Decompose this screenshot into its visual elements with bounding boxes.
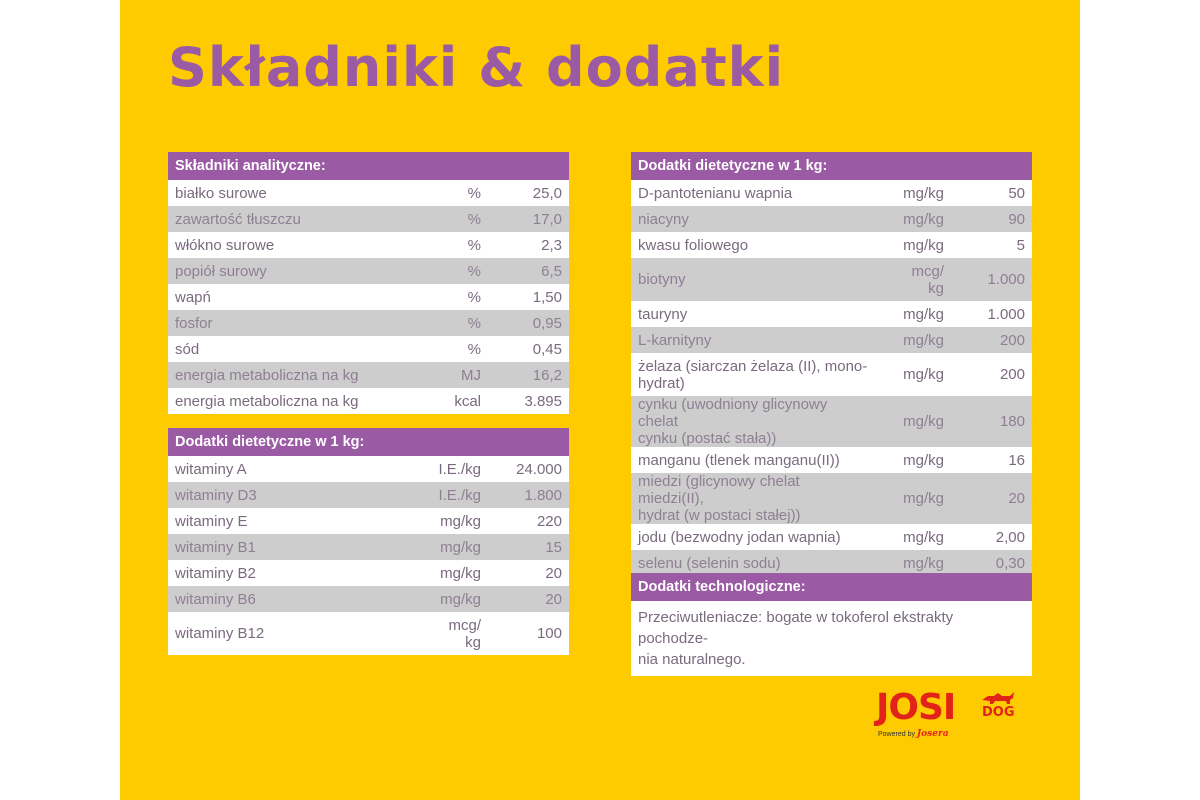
row-name: zawartość tłuszczu: [168, 206, 388, 232]
row-name: sód: [168, 336, 388, 362]
table-row: [631, 447, 1032, 473]
row-value: 15: [488, 534, 569, 560]
row-name: witaminy B2: [168, 560, 388, 586]
row-unit: mg/kg: [876, 550, 951, 576]
row-name: jodu (bezwodny jodan wapnia): [631, 524, 876, 550]
row-name: włókno surowe: [168, 232, 388, 258]
table-row: [168, 284, 569, 310]
row-name: biotyny: [631, 258, 876, 301]
row-unit: mg/kg: [876, 180, 951, 206]
row-name: witaminy A: [168, 456, 388, 482]
table-row: [631, 353, 1032, 396]
row-value: 20: [488, 560, 569, 586]
row-value: 5: [951, 232, 1032, 258]
row-unit: mg/kg: [388, 586, 488, 612]
row-value: 20: [488, 586, 569, 612]
row-value: 180: [951, 396, 1032, 447]
row-name: żelaza (siarczan żelaza (II), mono- hydrat): [631, 353, 876, 396]
row-value: 200: [951, 327, 1032, 353]
row-value: 90: [951, 206, 1032, 232]
row-unit: mg/kg: [876, 353, 951, 396]
row-name: selenu (selenin sodu): [631, 550, 876, 576]
row-name: cynku (uwodniony glicynowy chelat cynku (postać stała)): [631, 396, 876, 447]
vitamins-header: Dodatki dietetyczne w 1 kg:: [168, 428, 569, 456]
row-value: 25,0: [488, 180, 569, 206]
row-value: 2,00: [951, 524, 1032, 550]
table-row: [168, 388, 569, 414]
table-row: [631, 258, 1032, 301]
vitamins-table: [168, 428, 569, 655]
row-value: 1,50: [488, 284, 569, 310]
technological-text: Przeciwutleniacze: bogate w tokoferol ekstrakty pochodze- nia naturalnego.: [631, 601, 1032, 676]
row-value: 2,3: [488, 232, 569, 258]
row-value: 6,5: [488, 258, 569, 284]
row-unit: mcg/ kg: [876, 258, 951, 301]
table-row: [168, 232, 569, 258]
row-unit: %: [388, 258, 488, 284]
logo-dog-text: DOG: [982, 705, 1015, 720]
row-value: 0,30: [951, 550, 1032, 576]
row-value: 20: [951, 473, 1032, 524]
table-row: [168, 258, 569, 284]
row-name: białko surowe: [168, 180, 388, 206]
table-row: [631, 473, 1032, 524]
row-unit: mg/kg: [876, 396, 951, 447]
row-value: 220: [488, 508, 569, 534]
table-row: [168, 508, 569, 534]
table-row: [631, 232, 1032, 258]
analytical-table: [168, 152, 569, 414]
table-row: [168, 336, 569, 362]
row-unit: %: [388, 206, 488, 232]
row-unit: %: [388, 180, 488, 206]
table-row: [168, 362, 569, 388]
table-row: [168, 482, 569, 508]
row-value: 16: [951, 447, 1032, 473]
ingredients-panel: [120, 0, 1080, 800]
row-unit: mg/kg: [876, 206, 951, 232]
row-unit: mg/kg: [388, 560, 488, 586]
row-name: tauryny: [631, 301, 876, 327]
josera-brand: Josera: [916, 729, 949, 739]
table-row: [168, 180, 569, 206]
table-row: [168, 456, 569, 482]
row-unit: I.E./kg: [388, 456, 488, 482]
row-name: manganu (tlenek manganu(II)): [631, 447, 876, 473]
row-unit: kcal: [388, 388, 488, 414]
row-unit: mcg/ kg: [388, 612, 488, 655]
row-name: miedzi (glicynowy chelat miedzi(II), hydrat (w postaci stałej)): [631, 473, 876, 524]
table-row: [631, 524, 1032, 550]
row-name: D-pantotenianu wapnia: [631, 180, 876, 206]
row-unit: mg/kg: [876, 301, 951, 327]
row-name: witaminy B12: [168, 612, 388, 655]
row-value: 0,95: [488, 310, 569, 336]
row-unit: mg/kg: [876, 232, 951, 258]
row-unit: mg/kg: [876, 447, 951, 473]
row-unit: %: [388, 284, 488, 310]
row-unit: %: [388, 336, 488, 362]
row-unit: mg/kg: [876, 524, 951, 550]
analytical-header: Składniki analityczne:: [168, 152, 569, 180]
row-unit: mg/kg: [388, 534, 488, 560]
row-unit: %: [388, 310, 488, 336]
row-value: 17,0: [488, 206, 569, 232]
table-row: [631, 327, 1032, 353]
row-name: L-karnityny: [631, 327, 876, 353]
row-value: 200: [951, 353, 1032, 396]
table-row: [168, 534, 569, 560]
row-value: 16,2: [488, 362, 569, 388]
table-row: [631, 396, 1032, 447]
row-value: 1.800: [488, 482, 569, 508]
josi-dog-logo: [876, 688, 1026, 744]
table-row: [631, 180, 1032, 206]
table-row: [631, 301, 1032, 327]
table-row: [168, 310, 569, 336]
row-name: wapń: [168, 284, 388, 310]
row-value: 3.895: [488, 388, 569, 414]
row-name: fosfor: [168, 310, 388, 336]
row-value: 1.000: [951, 258, 1032, 301]
row-unit: mg/kg: [388, 508, 488, 534]
dietary-header: Dodatki dietetyczne w 1 kg:: [631, 152, 1032, 180]
row-value: 100: [488, 612, 569, 655]
page-title: Składniki & dodatki: [168, 36, 785, 99]
row-name: witaminy D3: [168, 482, 388, 508]
row-unit: I.E./kg: [388, 482, 488, 508]
row-unit: mg/kg: [876, 473, 951, 524]
table-row: [631, 206, 1032, 232]
row-name: witaminy E: [168, 508, 388, 534]
row-name: energia metaboliczna na kg: [168, 362, 388, 388]
technological-header: Dodatki technologiczne:: [631, 573, 1032, 601]
row-unit: %: [388, 232, 488, 258]
row-value: 0,45: [488, 336, 569, 362]
logo-tagline: [878, 730, 949, 739]
row-name: niacyny: [631, 206, 876, 232]
table-row: [168, 560, 569, 586]
table-row: [168, 586, 569, 612]
row-value: 24.000: [488, 456, 569, 482]
row-name: energia metaboliczna na kg: [168, 388, 388, 414]
technological-table: [631, 573, 1032, 676]
powered-by-text: Powered by: [878, 731, 915, 738]
row-unit: mg/kg: [876, 327, 951, 353]
logo-wordmark: JOSI: [876, 687, 956, 728]
dietary-table: [631, 152, 1032, 576]
row-name: witaminy B1: [168, 534, 388, 560]
table-row: [168, 206, 569, 232]
row-value: 50: [951, 180, 1032, 206]
row-name: popiół surowy: [168, 258, 388, 284]
row-unit: MJ: [388, 362, 488, 388]
row-name: kwasu foliowego: [631, 232, 876, 258]
row-name: witaminy B6: [168, 586, 388, 612]
row-value: 1.000: [951, 301, 1032, 327]
table-row: [168, 612, 569, 655]
